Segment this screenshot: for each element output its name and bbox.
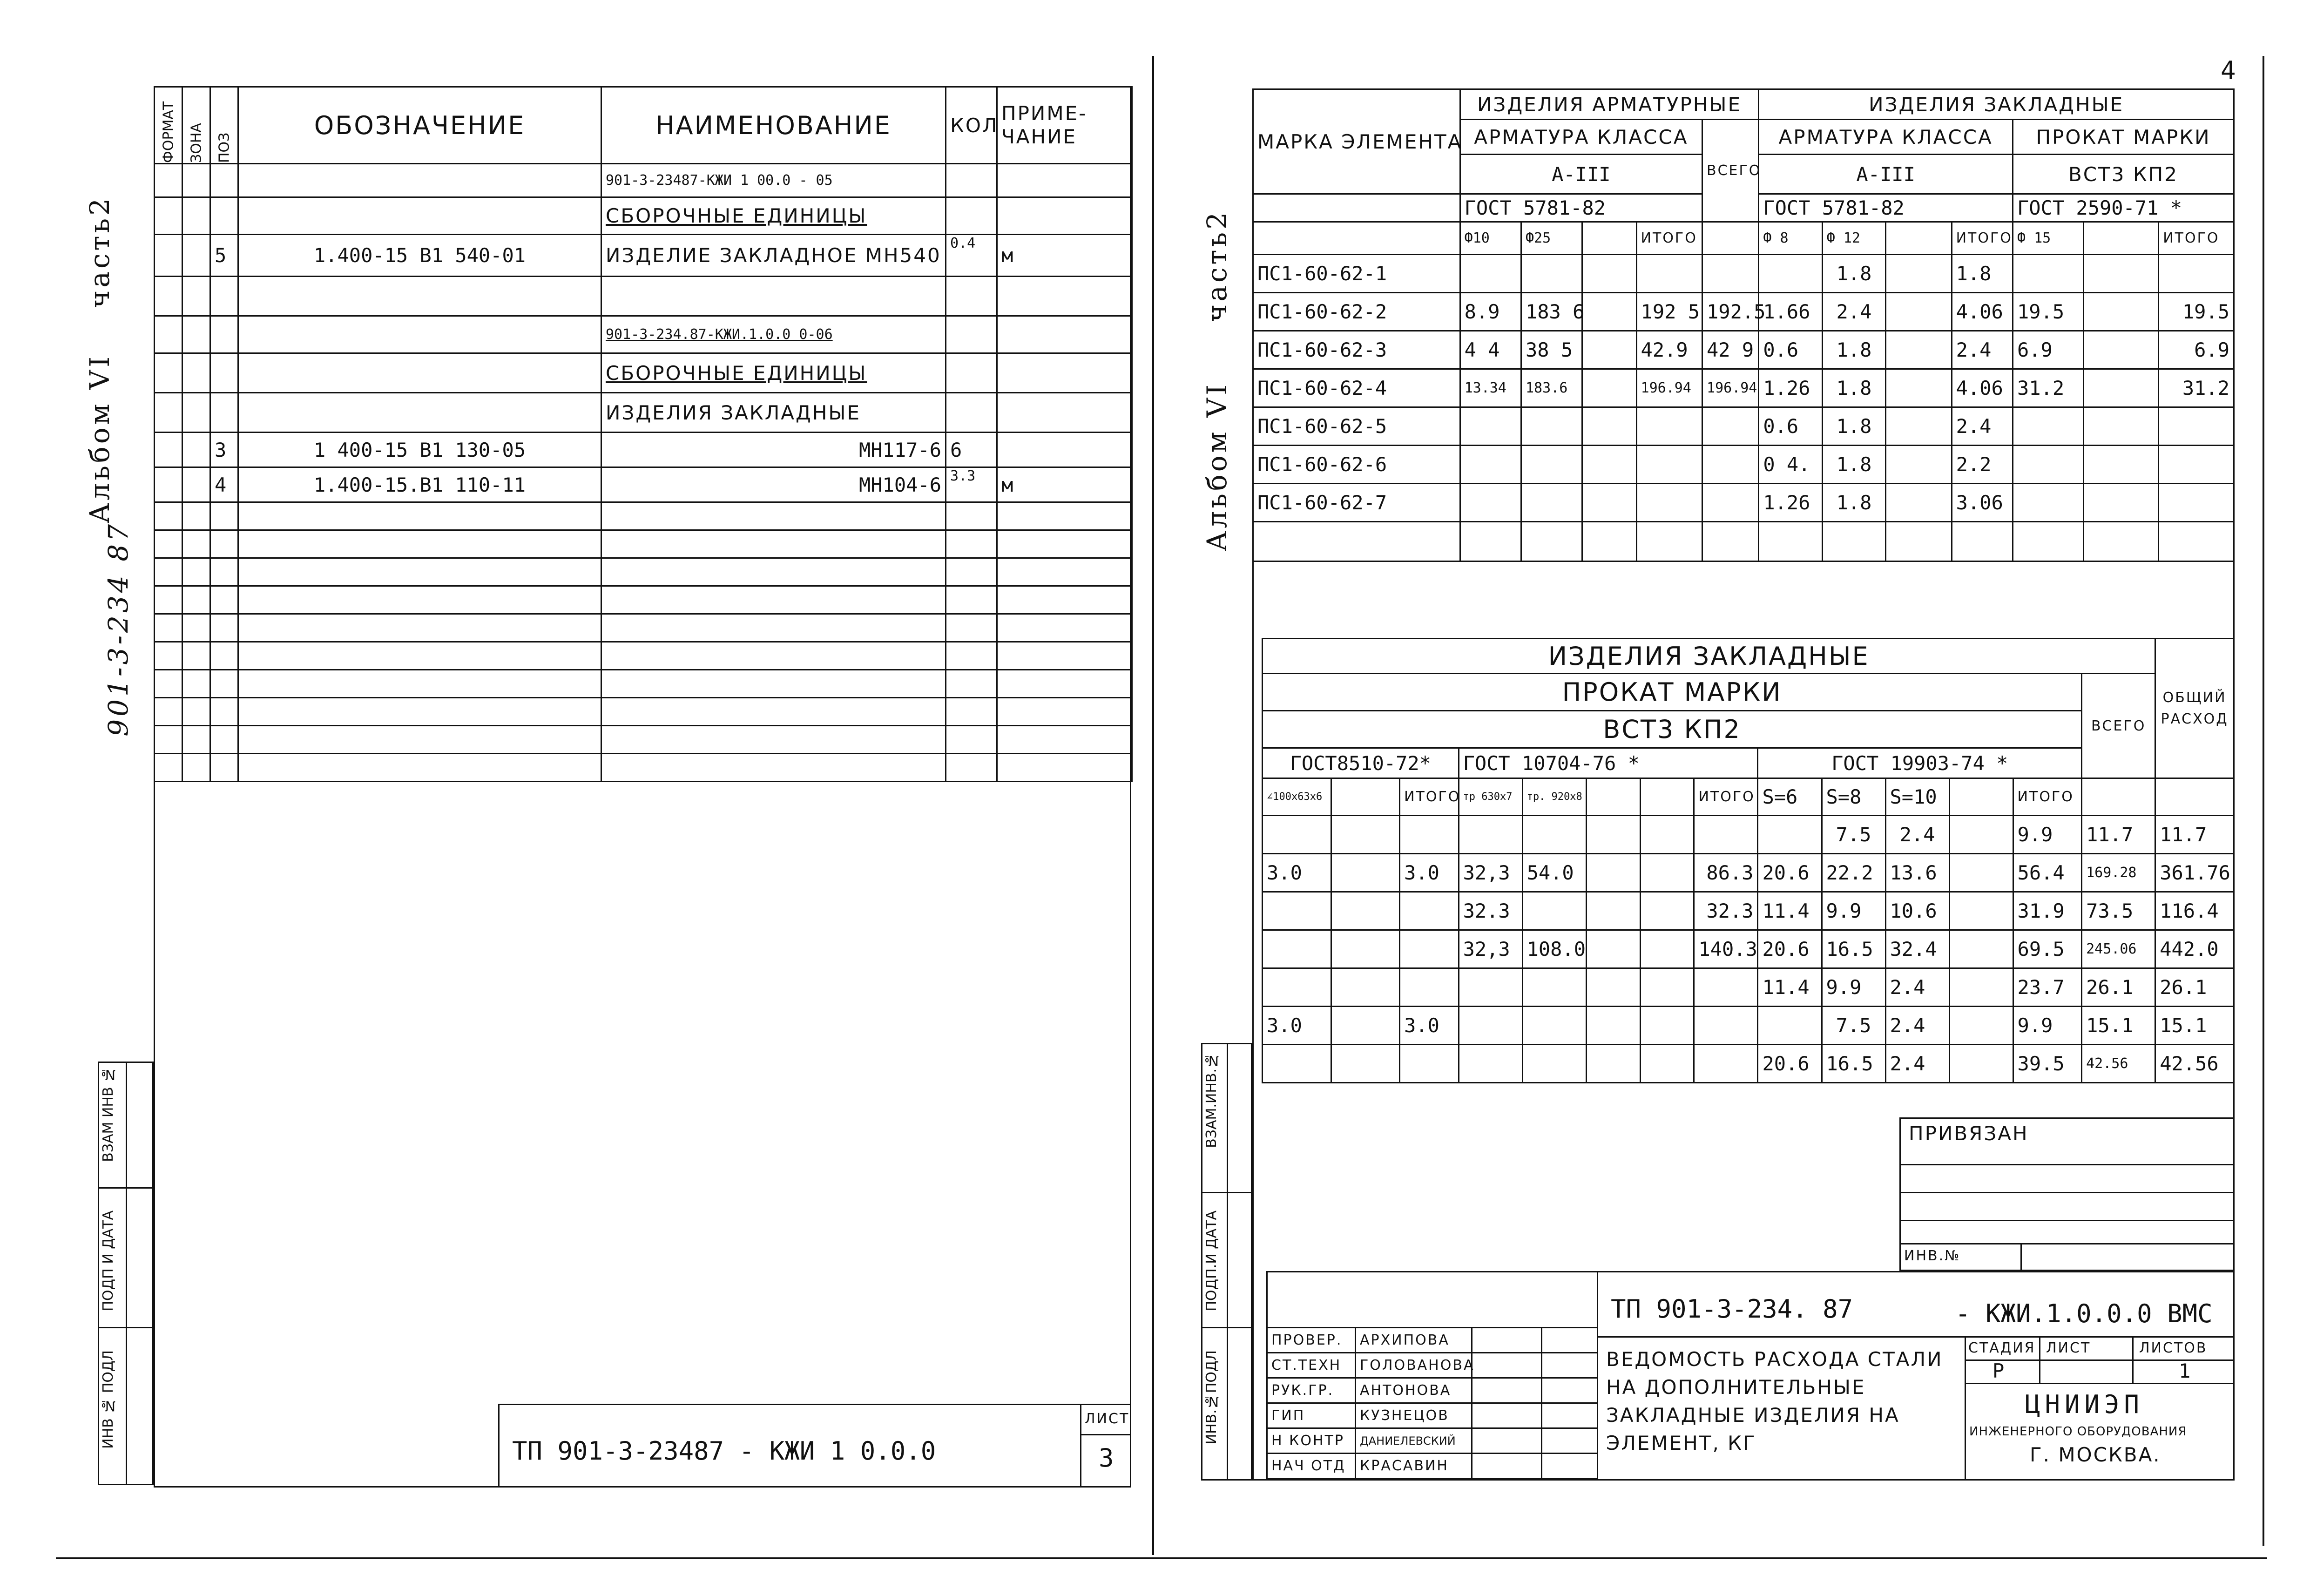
table-row: 901-3-23487-КЖИ 1 00.0 - 05 xyxy=(155,164,1132,197)
org-name: ЦНИИЭП xyxy=(2025,1390,2144,1419)
table-row: ПС1-60-62-2 8.9 183 6 192 5 192.5 1.66 2.4 4.06 19.5 19.5 xyxy=(1253,293,2234,331)
table-row: 3.0 3.0 32,3 54.0 86.3 20.6 22.2 13.6 56.4 169.28 361.76 xyxy=(1263,854,2234,892)
stage-value: Р xyxy=(1993,1359,2005,1382)
table-row: 32,3 108.0 140.3 20.6 16.5 32.4 69.5 245.06 442.0 xyxy=(1263,930,2234,968)
title-description: ВЕДОМОСТЬ РАСХОДА СТАЛИ НА ДОПОЛНИТЕЛЬНЫЕ ЗАКЛАДНЫЕ ИЗДЕЛИЯ НА ЭЛЕМЕНТ, КГ xyxy=(1606,1348,1943,1454)
steel-table-1: МАРКА ЭЛЕМЕНТА ИЗДЕЛИЯ АРМАТУРНЫЕ ИЗДЕЛИЯ ЗАКЛАДНЫЕ АРМАТУРА КЛАССА ВСЕГО АРМАТУРА КЛАССА ПРОКАТ МАРКИ А-III А-III ВСТ3 КП2 ГОСТ 5781-82 ГОСТ 5781-82 ГОСТ 2590-71 * Ф10 Ф25 ИТОГО Ф 8 Ф 12 ИТОГО Ф 15 ИТОГО ПС1-60-62-1 1.8 1.8 ПС1-60-62-2 8.9 183 6 192 5 192.5 1.66 2.4 4.06 19.5 19.5 ПС1-60-62-3 4 4 38 5 42.9 42 9 0.6 1.8 2.4 6.9 6.9 ПС1-60-62-4 13.34 183.6 196.94 196.94 1.26 1.8 4.06 31.2 31.2 ПС1-60-62-5 0.6 1.8 2.4 ПС1-60-62-6 0 4. 1.8 2.2 ПС1-60-62-7 1.26 1.8 3.06 xyxy=(1252,88,2235,562)
right-side-label-part: часть2 xyxy=(1201,210,1233,322)
col-format: ФОРМАТ xyxy=(155,87,182,164)
table-row: ПС1-60-62-6 0 4. 1.8 2.2 xyxy=(1253,446,2234,484)
left-stamp-inv: ИНВ № ПОДЛ xyxy=(100,1350,116,1449)
org-subtitle: ИНЖЕНЕРНОГО ОБОРУДОВАНИЯ xyxy=(1969,1425,2187,1439)
col-pos: ПОЗ xyxy=(210,87,238,164)
table-row: ГИП КУЗНЕЦОВ xyxy=(1267,1403,1598,1428)
table-row: 3 1 400-15 В1 130-05 МН117-6 6 xyxy=(155,433,1132,467)
inv-no-label: ИНВ.№ xyxy=(1904,1248,1961,1264)
table-row: НАЧ ОТД КРАСАВИН xyxy=(1267,1454,1598,1479)
steel-table-2: ИЗДЕЛИЯ ЗАКЛАДНЫЕ ОБЩИЙ РАСХОД ПРОКАТ МАРКИ ВСЕГО ВСТ3 КП2 ГОСТ8510-72* ГОСТ 10704-76 * ГОСТ 19903-74 * ∠100x63x6 ИТОГО тр 630x7 тр. 920x8 ИТОГО S=6 S=8 S=10 ИТОГО 7.5 2.4 9.9 11.7 11.7 3.0 3.0 32,3 54.0 86.3 20.6 22.2 13.6 56.4 169.28 361.76 32.3 32.3 11.4 9.9 10.6 31.9 73.5 116.4 32,3 108.0 140.3 20.6 16.5 32.4 69.5 245.06 442.0 11.4 9.9 2.4 23.7 26.1 26.1 3.0 3.0 7.5 2.4 9.9 15.1 15.1 20.6 16.5 2.4 39.5 42.56 42.56 xyxy=(1262,638,2235,1083)
sheets-label: ЛИСТОВ xyxy=(2139,1340,2208,1356)
privyazan-label: ПРИВЯЗАН xyxy=(1909,1122,2029,1145)
right-side-label-album: Альбом VI xyxy=(1201,382,1233,552)
table-row: 32.3 32.3 11.4 9.9 10.6 31.9 73.5 116.4 xyxy=(1263,892,2234,930)
stage-label: СТАДИЯ xyxy=(1968,1340,2036,1356)
sheets-value: 1 xyxy=(2179,1359,2191,1382)
table-row: ПРОВЕР. АРХИПОВА xyxy=(1267,1328,1598,1353)
table-row: РУК.ГР. АНТОНОВА xyxy=(1267,1378,1598,1403)
table-row xyxy=(155,277,1132,316)
title-code-right: - КЖИ.1.0.0.0 ВМС xyxy=(1955,1299,2213,1328)
table-row: ПС1-60-62-1 1.8 1.8 xyxy=(1253,255,2234,293)
left-side-label-album: Альбом VI xyxy=(84,354,115,524)
left-sheet-number: 3 xyxy=(1099,1443,1114,1473)
col-zone: ЗОНА xyxy=(182,87,210,164)
right-stamp-sign: ПОДП.И ДАТА xyxy=(1203,1211,1220,1312)
total-header: ОБЩИЙ РАСХОД xyxy=(2155,639,2234,778)
sheet-label: ЛИСТ xyxy=(2046,1340,2091,1356)
right-stamp-inv: ИНВ.№ПОДЛ xyxy=(1203,1350,1220,1445)
left-stamp-sign: ПОДП И ДАТА xyxy=(100,1211,116,1312)
mark-header: МАРКА ЭЛЕМЕНТА xyxy=(1253,89,1460,194)
table-row: 5 1.400-15 В1 540-01 ИЗДЕЛИЕ ЗАКЛАДНОЕ МН540 0.4 м xyxy=(155,235,1132,277)
table-row: ПС1-60-62-3 4 4 38 5 42.9 42 9 0.6 1.8 2.4 6.9 6.9 xyxy=(1253,331,2234,369)
spec-table xyxy=(154,86,1133,782)
table-row: 20.6 16.5 2.4 39.5 42.56 42.56 xyxy=(1263,1045,2234,1083)
right-page xyxy=(1164,0,2310,1596)
left-code: ТП 901-3-23487 - КЖИ 1 0.0.0 xyxy=(512,1436,936,1466)
page-divider xyxy=(1152,56,1154,1555)
table-row: ПС1-60-62-7 1.26 1.8 3.06 xyxy=(1253,484,2234,522)
table-row: ИЗДЕЛИЯ ЗАКЛАДНЫЕ xyxy=(155,393,1132,433)
table-row: ПС1-60-62-5 0.6 1.8 2.4 xyxy=(1253,407,2234,446)
table-row: 3.0 3.0 7.5 2.4 9.9 15.1 15.1 xyxy=(1263,1007,2234,1045)
table-row: ПС1-60-62-4 13.34 183.6 196.94 196.94 1.26 1.8 4.06 31.2 31.2 xyxy=(1253,369,2234,407)
left-side-label-doc: 901-3-234 87 xyxy=(102,521,134,737)
table-row: 7.5 2.4 9.9 11.7 11.7 xyxy=(1263,816,2234,854)
col-qty: КОЛ xyxy=(946,87,997,164)
left-side-label-part: часть2 xyxy=(84,196,115,308)
table-row: 11.4 9.9 2.4 23.7 26.1 26.1 xyxy=(1263,968,2234,1007)
right-stamp-replace: ВЗАМ.ИНВ.№ xyxy=(1203,1052,1220,1148)
title-code-left: ТП 901-3-234. 87 xyxy=(1611,1294,1853,1324)
right-page-mark: 4 xyxy=(2221,56,2236,85)
table-row: СБОРОЧНЫЕ ЕДИНИЦЫ xyxy=(155,353,1132,393)
sheet-bottom-line xyxy=(56,1557,2267,1559)
col-name: НАИМЕНОВАНИЕ xyxy=(601,87,946,164)
table-row: 4 1.400-15.В1 110-11 МН104-6 3.3 м xyxy=(155,467,1132,502)
table-row: СТ.ТЕХН ГОЛОВАНОВА xyxy=(1267,1353,1598,1378)
table-row: СБОРОЧНЫЕ ЕДИНИЦЫ xyxy=(155,197,1132,235)
col-note: ПРИМЕ-ЧАНИЕ xyxy=(997,87,1132,164)
org-city: Г. МОСКВА. xyxy=(2030,1443,2161,1466)
table-row: 901-3-234.87-КЖИ.1.0.0 0-06 xyxy=(155,316,1132,353)
table-row: Н КОНТР ДАНИЕЛЕВСКИЙ xyxy=(1267,1428,1598,1454)
col-designation: ОБОЗНАЧЕНИЕ xyxy=(238,87,601,164)
left-sheet-label: ЛИСТ xyxy=(1085,1411,1130,1427)
left-stamp-replace: ВЗАМ ИНВ № xyxy=(100,1066,116,1162)
roles-table xyxy=(1266,1327,1598,1479)
